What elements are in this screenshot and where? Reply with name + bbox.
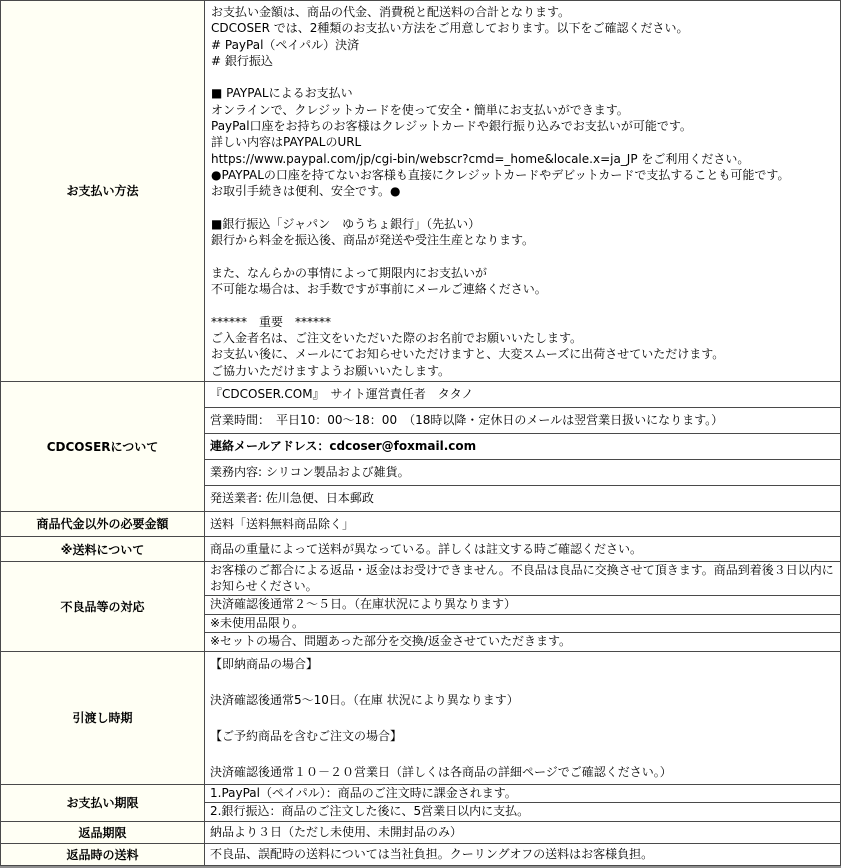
row-content [205, 537, 841, 562]
text-line: ****** 重要 ****** [211, 314, 332, 329]
text-line: CDCOSER では、2種類のお支払い方法をご用意しております。以下をご確認ください。 [211, 21, 689, 36]
content-block [205, 1, 840, 381]
row-content [205, 562, 841, 652]
text-line: 詳しい内容はPAYPALのURL [211, 135, 362, 150]
row-header: ※送料について [1, 537, 205, 562]
content-block [205, 595, 840, 614]
content-block [205, 382, 840, 407]
text-line: 『CDCOSER.COM』 サイト運営責任者 タタノ [210, 386, 474, 401]
content-block [205, 785, 840, 803]
text-line [211, 200, 834, 216]
text-line: 【即納商品の場合】 [210, 656, 319, 671]
content-block [205, 844, 840, 864]
text-line [210, 709, 835, 727]
table-row [1, 537, 841, 562]
text-line: 決済確認後通常２～５日。（在庫状況により異なります） [210, 597, 517, 612]
text-line [210, 673, 835, 691]
text-line: ※セットの場合、問題あった部分を交換/返金させていただきます。 [210, 634, 572, 649]
shop-policy-table-body [1, 1, 841, 866]
content-block [205, 822, 840, 842]
row-content [205, 381, 841, 511]
content-block [205, 485, 840, 511]
table-row [1, 381, 841, 511]
content-block [205, 802, 840, 821]
text-line: 【ご予約商品を含むご注文の場合】 [210, 728, 403, 743]
row-header: 商品代金以外の必要金額 [1, 511, 205, 536]
text-line: お客様のご都合による返品・返金はお受けできません。不良品は良品に交換させて頂きます。商品到着後３日以内にお知らせください。 [210, 563, 834, 593]
text-line: 業務内容: シリコン製品および雑貨。 [210, 464, 410, 479]
text-line: ■銀行振込「ジャパン ゆうちょ銀行」（先払い） [211, 216, 481, 231]
text-line [211, 297, 834, 313]
text-line: 発送業者: 佐川急便、日本郵政 [210, 490, 374, 505]
text-line: 銀行から料金を振込後、商品が発送や受注生産となります。 [211, 233, 535, 248]
row-header: お支払い期限 [1, 784, 205, 821]
table-row [1, 821, 841, 843]
row-content [205, 784, 841, 821]
text-line: また、なんらかの事情によって期限内にお支払いが [211, 265, 488, 280]
row-content [205, 843, 841, 865]
text-line: # PayPal（ペイパル）決済 [211, 37, 360, 52]
text-line: 納品より３日（ただし未使用、未開封品のみ） [210, 824, 463, 839]
text-line: 送料「送料無料商品除く」 [210, 516, 355, 531]
table-row [1, 843, 841, 865]
content-block [205, 614, 840, 633]
row-content [205, 651, 841, 784]
text-line: ■ PAYPALによるお支払い [211, 86, 353, 101]
text-line: 不良品、誤配時の送料については当社負担。クーリングオフの送料はお客様負担。 [210, 846, 654, 861]
content-block [205, 433, 840, 459]
text-line [211, 248, 834, 264]
text-line: 決済確認後通常１０－２０営業日（詳しくは各商品の詳細ページでご確認ください。） [210, 764, 672, 779]
text-line: ※未使用品限り。 [210, 615, 305, 630]
text-line: お支払い後に、メールにてお知らせいただけますと、大変スムーズに出荷させていただけます。 [211, 347, 725, 362]
row-content [205, 511, 841, 536]
content-block [205, 407, 840, 433]
text-line: ご入金者名は、ご注文をいただいた際のお名前でお願いいたします。 [211, 330, 583, 345]
content-block [205, 512, 840, 536]
row-content [205, 1, 841, 382]
content-block [205, 459, 840, 485]
text-line [211, 69, 834, 85]
text-line: お取引手続きは便利、安全です。● [211, 184, 401, 199]
text-line: 1.PayPal（ペイパル）：商品のご注文時に課金されます。 [210, 785, 517, 800]
table-row [1, 651, 841, 784]
text-line [210, 745, 835, 763]
table-row [1, 784, 841, 821]
row-header: 返品期限 [1, 821, 205, 843]
text-line: 2.銀行振込：商品のご注文した後に、5営業日以内に支払。 [210, 804, 530, 819]
row-header: 返品時の送料 [1, 843, 205, 865]
text-line: ●PAYPALの口座を持てないお客様も直接にクレジットカードやデビットカードで支払することも可能です。 [211, 167, 790, 182]
row-header: 引渡し時期 [1, 651, 205, 784]
text-line: お支払い金額は、商品の代金、消費税と配送料の合計となります。 [211, 5, 571, 19]
text-line: # 銀行振込 [211, 53, 273, 68]
table-row [1, 511, 841, 536]
row-header: CDCOSERについて [1, 381, 205, 511]
text-line: 営業時間： 平日10：00～18：00 （18時以降・定休日のメールは翌営業日扱いになります。） [210, 412, 724, 427]
text-line: https://www.paypal.com/jp/cgi-bin/webscr?cmd=_home&locale.x=ja_JP をご利用ください。 [211, 151, 750, 166]
text-line: 決済確認後通常5～10日。（在庫 状況により異なります） [210, 692, 519, 707]
content-block [205, 632, 840, 651]
table-row [1, 1, 841, 382]
row-content [205, 821, 841, 843]
text-line: 連絡メールアドレス：cdcoser@foxmail.com [210, 438, 477, 453]
row-header: お支払い方法 [1, 1, 205, 382]
content-block [205, 537, 840, 561]
text-line: ご協力いただけますようお願いいたします。 [211, 363, 451, 378]
content-block [205, 652, 840, 784]
text-line: 不可能な場合は、お手数ですが事前にメールご連絡ください。 [211, 282, 547, 297]
content-block [205, 562, 840, 595]
table-row [1, 562, 841, 652]
text-line: PayPal口座をお持ちのお客様はクレジットカードや銀行振り込みでお支払いが可能です。 [211, 119, 692, 134]
row-header: 不良品等の対応 [1, 562, 205, 652]
text-line: 商品の重量によって送料が異なっている。詳しくは註文する時ご確認ください。 [210, 542, 643, 557]
text-line: オンラインで、クレジットカードを使って安全・簡単にお支払いができます。 [211, 102, 629, 117]
